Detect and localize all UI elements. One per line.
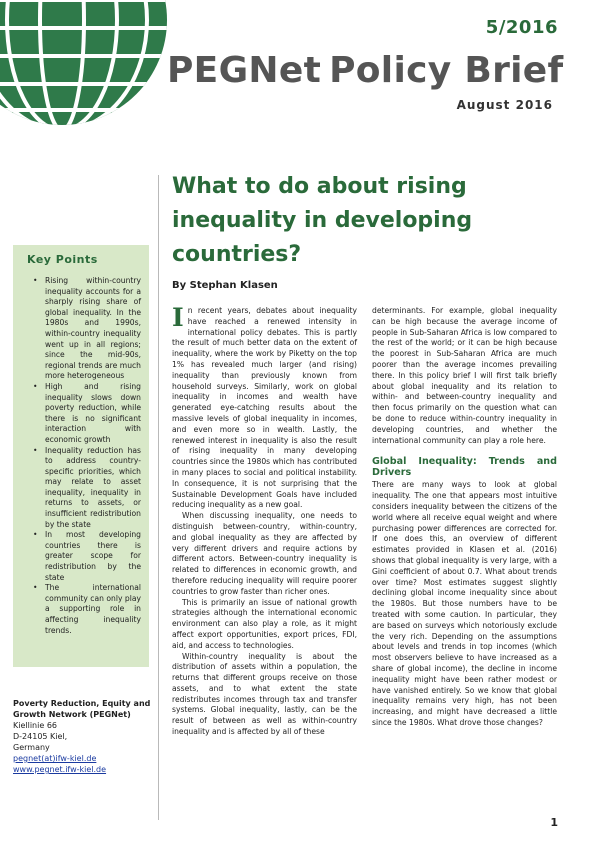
key-point-item: • High and rising inequality slows down poverty reduction, while there is no significant interaction with economic growth xyxy=(45,382,141,446)
article-title: What to do about rising inequality in developing countries? xyxy=(172,174,473,267)
article-author: By Stephan Klasen xyxy=(172,280,278,291)
body-paragraph xyxy=(172,303,357,511)
brand-name: PEGNet xyxy=(167,50,322,91)
contact-address xyxy=(13,698,158,775)
body-paragraph: When discussing inequality, one needs to distinguish between-country, within-country, and global inequality as they are affected by very different drivers and require actions by different actors. Between-country inequality is related to differences in economic growth, and therefore reducing inequality will require poorer countries to grow faster than richer ones. xyxy=(172,511,357,596)
key-point-item: • The international community can only play a supporting role in affecting inequality trends. xyxy=(45,583,141,636)
body-paragraph: determinants. For example, global inequality can be high because the average income of people in Sub-Saharan Africa is low compared to the rest of the world; or it can be high because the poorest in Sub-Saharan Africa are much poorer than the average incomes prevailing there. In this policy brief I will first talk briefly about global inequality and its relation to within- and between-country inequality and then focus primarily on the question what can be done to reduce within-country inequality in developing countries, and whether the international community can play a role here. xyxy=(372,306,557,445)
organization-name: Poverty Reduction, Equity and Growth Network (PEGNet) xyxy=(13,699,151,719)
key-point-item: • Rising within-country inequality accounts for a sharply rising share of global inequality. In the 1980s and 1990s, within-country inequality went up in all regions; since the mid-90s, regional trends are much more heterogeneous xyxy=(45,276,141,382)
key-points-box xyxy=(13,245,149,667)
body-paragraph: There are many ways to look at global inequality. The one that appears most intuitive considers inequality between the citizens of the world where all receive equal weight and where purchasing power differences are corrected for. If one does this, an overview of different estimates provided in Klasen et al. (2016) shows that global inequality is very large, with a Gini coefficient of about 0.7. What about trends over time? Most estimates suggest slightly declining global income inequality since about the 1980s. But those numbers have to be treated with some caution. In particular, they are based on surveys which notoriously exclude the very rich. Depending on the assumptions about levels and trends in top incomes (which most observers believe to have increased as a share of global income), the decline in income inequality might have been rather modest or have vanished entirely. So we know that global inequality remains very high, has not been increasing, and might have decreased a little since the 1980s. What drove those changes? xyxy=(372,480,557,727)
key-points-heading: Key Points xyxy=(27,253,98,266)
paragraph-text: n recent years, debates about inequality have reached a renewed intensity in international policy debates. This is partly the result of much better data on the extent of inequality, where the work by Piketty on the top 1% has revealed much larger (and rising) inequality than previously known from household surveys. Similarly, work on global inequality in incomes and wealth have generated eye-catching results about the massive levels of global inequality in incomes, and even more so in wealth. Lastly, the renewed interest in inequality is also the result of rising inequality in many developing countries since the 1980s which has contributed in many places to social and political instability. In consequence, it is not surprising that the Sustainable Development Goals have included reducing inequality as a new goal. xyxy=(172,306,357,510)
publication-title xyxy=(167,50,564,91)
address-city: D-24105 Kiel, xyxy=(13,732,68,741)
body-paragraph: This is primarily an issue of national growth strategies although the international economic environment can also play a role, as it might affect export opportunities, export prices, FDI, aid, and access to technologies. xyxy=(172,597,357,650)
page-number: 1 xyxy=(550,816,558,829)
issue-number: 5/2016 xyxy=(485,17,558,38)
column-divider xyxy=(158,175,159,820)
website-link[interactable]: www.pegnet.ifw-kiel.de xyxy=(13,765,107,774)
key-points-list xyxy=(21,276,141,636)
publication-date: August 2016 xyxy=(456,98,553,112)
drop-cap: I xyxy=(172,303,184,332)
body-column-left xyxy=(172,303,357,738)
body-paragraph: Within-country inequality is about the distribution of assets within a population, the returns that different groups receive on those assets, and to what extent the state redistributes incomes through tax and transfer systems. Global inequality, lastly, can be the result of between as well as within-country inequality and is affected by all of these xyxy=(172,651,357,737)
body-column-right xyxy=(372,306,557,729)
key-point-item: • Inequality reduction has to address country-specific priorities, which may relate to asset inequality, inequality in returns to assets, or insufficient redistribution by the state xyxy=(45,446,141,531)
globe-logo-icon xyxy=(0,0,170,130)
section-heading: Global Inequality: Trends and Drivers xyxy=(372,456,557,479)
email-link[interactable]: pegnet(at)ifw-kiel.de xyxy=(13,754,97,763)
address-street: Kiellinie 66 xyxy=(13,721,57,730)
key-point-item: • In most developing countries there is greater scope for redistribution by the state xyxy=(45,530,141,583)
series-name: Policy Brief xyxy=(329,50,564,91)
address-country: Germany xyxy=(13,743,50,752)
